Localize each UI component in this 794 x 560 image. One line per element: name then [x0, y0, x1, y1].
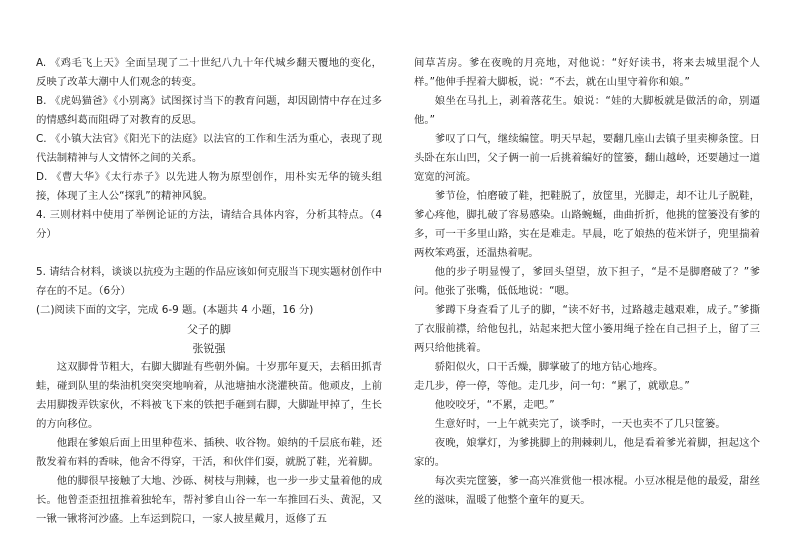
article-paragraph: 娘坐在马扎上，剥着落花生。娘说：“娃的大脚板就是做活的命，别逼他。” — [414, 95, 760, 126]
article-author: 张锐强 — [192, 342, 226, 355]
question-4: 4. 三则材料中使用了举例论证的方法，请结合具体内容，分析其特点。（4分） — [36, 209, 382, 240]
question-5: 5. 请结合材料，谈谈以抗疫为主题的作品应该如何克服当下现实题材创作中存在的不足。（6分） — [36, 266, 382, 297]
article-paragraph: 每次卖完筐篓，爹一高兴准赏他一根冰棍。小豆冰棍是他的最爱，甜丝丝的滋味，温暖了他整个童年的夏天。 — [414, 475, 760, 506]
option-c: C. 《小镇大法官》《阳光下的法庭》以法官的工作和生活为重心，表现了现代法制精神与人文情怀之间的关系。 — [36, 133, 382, 164]
article-paragraph: 他跟在爹娘后面上田里种苞米、插秧、收谷物。娘纳的千层底布鞋，还散发着布料的香味，他舍不得穿，干活，和伙伴们耍，就脱了鞋，光着脚。 — [36, 437, 382, 468]
article-paragraph: 夜晚，娘掌灯，为爹挑脚上的荆棘刺儿，他是看着爹光着脚，担起这个家的。 — [414, 437, 760, 468]
option-a: A. 《鸡毛飞上天》全面呈现了二十世纪八九十年代城乡翻天覆地的变化，反映了改革大潮中人们观念的转变。 — [36, 57, 382, 88]
article-paragraph: 爹节俭，怕磨破了鞋，把鞋脱了，放筐里，光脚走，却不让儿子脱鞋，爹心疼他，脚扎破了容易感染。山路蜿蜒，曲曲折折，他挑的筐篓没有爹的多，可一干多里山路，实在是难走。早晨，吃了娘热的苞米饼子，兜里揣着两枚笨鸡蛋，还温热着呢。 — [414, 190, 760, 259]
spacer — [36, 244, 382, 263]
article-paragraph: 他的步子明显慢了，爹回头望望，放下担子，“是不是脚磨破了？”爹问。他张了张嘴，低低地说：“嗯。 — [414, 266, 760, 297]
option-d: D. 《曹大华》《太行赤子》以先进人物为原型创作，用朴实无华的镜头组接，体现了主人公“探乳”的精神风貌。 — [36, 171, 382, 202]
left-column — [36, 54, 382, 529]
right-column — [414, 54, 760, 510]
article-paragraph: 他咬咬牙，“不累，走吧。” — [434, 399, 555, 411]
article-title: 父子的脚 — [187, 323, 231, 336]
article-paragraph: 爹叹了口气，继续编筐。明天早起，要翻几座山去镇子里卖柳条筐。日头卧在东山凹，父子俩一前一后挑着编好的筐篓，翻山越岭，还要趟过一道宽宽的河流。 — [414, 133, 760, 183]
article-paragraph: 爹蹲下身查看了儿子的脚，“读不好书，过路越走越艰难，成子。”爹撕了衣服前襟，给他包扎，站起来把大筐小篓用绳子拴在自己担子上，留了三两只给他挑着。 — [414, 304, 760, 354]
article-paragraph: 骄阳似火，口干舌燥，脚掌破了的地方钻心地疼。 — [434, 361, 664, 373]
article-paragraph: 走几步，停一停，等他。走几步，问一句：“累了，就歇息。” — [414, 380, 690, 392]
article-paragraph: 间草苫房。爹在夜晚的月亮地，对他说：“好好读书，将来去城里混个人样。”他伸手捏着大脚板，说：“不去，就在山里守着你和娘。” — [414, 57, 760, 88]
option-b: B. 《虎妈猫爸》《小别离》试图探讨当下的教育问题，却因剧情中存在过多的情感纠葛而阻碍了对教育的反思。 — [36, 95, 382, 126]
section-heading: (二)阅读下面的文字，完成 6-9 题。(本题共 4 小题，16 分) — [36, 304, 314, 316]
article-paragraph: 生意好时，一上午就卖完了，谈季时，一天也卖不了几只筐篓。 — [434, 418, 726, 430]
article-paragraph: 这双脚骨节粗大，右脚大脚趾有些朝外偏。十岁那年夏天，去稻田抓青蛙，碰到队里的柴油机突突突地响着，从池塘抽水浇灌秧苗。他顽皮，上前去用脚拨弄铁家伙，不料被飞下来的铁把手砸到右脚，大脚趾甲掉了，生长的方向移位。 — [36, 361, 382, 430]
article-paragraph: 他的脚很早接触了大地、沙砾、树枝与荆棘，也一步一步丈量着他的成长。他曾歪歪扭扭推着独轮车，帮衬爹自山谷一车一车推回石头、黄泥，又一锹一锹将河沙盛。上车运到院口，一家人披星戴月，返修了五 — [36, 475, 382, 525]
